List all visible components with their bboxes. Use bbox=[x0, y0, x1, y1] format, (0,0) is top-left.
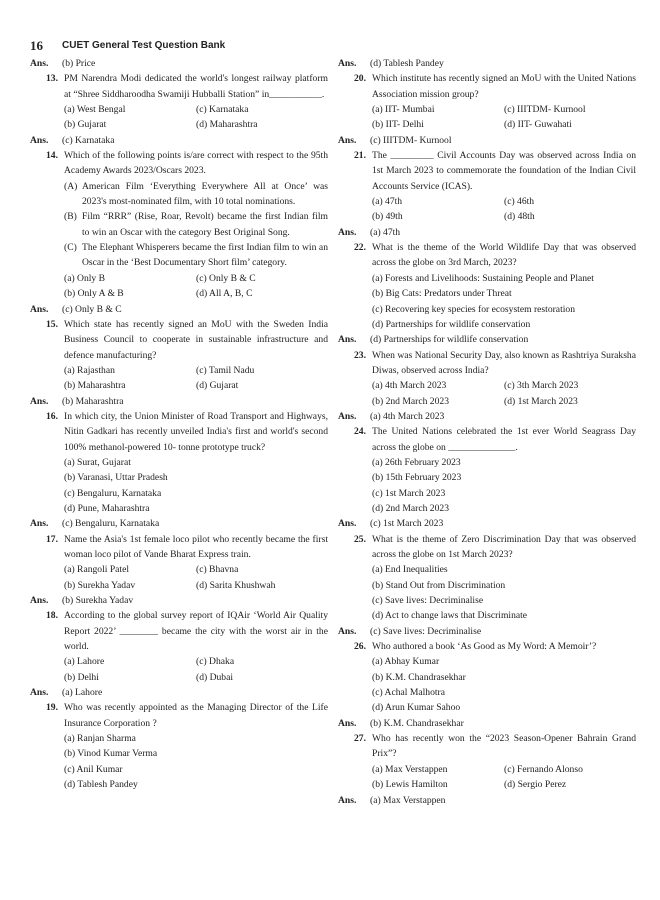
option: (c) Recovering key species for ecosystem restoration bbox=[372, 303, 575, 315]
answer-text: (d) Partnerships for wildlife conservation bbox=[370, 334, 529, 346]
option: (c) Dhaka bbox=[196, 656, 235, 668]
question bbox=[30, 148, 328, 301]
options bbox=[64, 731, 328, 792]
question-text: Who was recently appointed as the Managing Director of the Life Insurance Corporation ? bbox=[64, 702, 328, 729]
answer-text: (c) 1st March 2023 bbox=[370, 518, 444, 530]
question-text: Who has recently won the “2023 Season-Opener Bahrain Grand Prix”? bbox=[372, 733, 636, 760]
option: (c) Achal Malhotra bbox=[372, 687, 445, 699]
option: (b) IIT- Delhi bbox=[372, 119, 424, 131]
answer-line bbox=[338, 516, 636, 531]
answer-label: Ans. bbox=[30, 134, 49, 146]
statement bbox=[64, 240, 328, 271]
option: (d) Pune, Maharashtra bbox=[64, 502, 150, 514]
answer-line bbox=[30, 394, 328, 409]
answer-text: (b) K.M. Chandrasekhar bbox=[370, 717, 464, 729]
answer-label: Ans. bbox=[30, 58, 49, 69]
option: (d) Dubai bbox=[196, 671, 234, 683]
question bbox=[338, 731, 636, 792]
option: (a) 47th bbox=[372, 196, 403, 208]
answer-line bbox=[30, 133, 328, 148]
answer-line bbox=[338, 56, 636, 71]
answer-label: Ans. bbox=[338, 625, 357, 637]
option: (d) 48th bbox=[504, 211, 535, 223]
option: (d) 1st March 2023 bbox=[504, 395, 578, 407]
answer-text: (c) Only B & C bbox=[62, 303, 122, 315]
question-number: 25. bbox=[354, 533, 366, 545]
question-text: What is the theme of the World Wildlife Day that was observed across the globe on 3rd March, 2023? bbox=[372, 242, 636, 269]
option: (d) Partnerships for wildlife conservation bbox=[372, 318, 531, 330]
answer-line bbox=[338, 332, 636, 347]
answer-text: (b) Price bbox=[62, 58, 96, 69]
option: (b) K.M. Chandrasekhar bbox=[372, 671, 466, 683]
options bbox=[64, 271, 328, 302]
option: (c) Only B & C bbox=[196, 272, 256, 284]
option: (d) Arun Kumar Sahoo bbox=[372, 702, 461, 714]
question bbox=[30, 317, 328, 394]
answer-label: Ans. bbox=[338, 334, 357, 346]
option: (d) Sarita Khushwah bbox=[196, 579, 276, 591]
option: (a) IIT- Mumbai bbox=[372, 104, 435, 116]
page-header bbox=[30, 38, 630, 58]
option: (d) All A, B, C bbox=[196, 288, 253, 300]
question-number: 14. bbox=[46, 150, 58, 162]
option: (a) Surat, Gujarat bbox=[64, 456, 131, 468]
statement-text: The Elephant Whisperers became the first Indian film to win an Oscar in the ‘Best Documentary Short film’ category. bbox=[82, 242, 328, 269]
option: (b) Gujarat bbox=[64, 119, 107, 131]
options bbox=[372, 194, 636, 225]
option: (c) Anil Kumar bbox=[64, 763, 123, 775]
answer-label: Ans. bbox=[338, 717, 357, 729]
option: (a) Only B bbox=[64, 272, 106, 284]
answer-line bbox=[30, 685, 328, 700]
left-column bbox=[30, 56, 328, 793]
statement-label: (B) bbox=[64, 211, 77, 223]
question-text: Who authored a book ‘As Good as My Word: A Memoir’? bbox=[372, 641, 597, 653]
option: (d) Act to change laws that Discriminate bbox=[372, 610, 528, 622]
option: (b) Delhi bbox=[64, 671, 99, 683]
statement bbox=[64, 209, 328, 240]
statement bbox=[64, 179, 328, 210]
answer-label: Ans. bbox=[338, 410, 357, 422]
question-text: The _________ Civil Accounts Day was observed across India on 1st March 2023 to commemorate the foundation of the Indian Civil Accounts Service (ICAS). bbox=[372, 150, 636, 192]
question-number: 20. bbox=[354, 73, 366, 85]
answer-line bbox=[338, 409, 636, 424]
answer-line bbox=[338, 793, 636, 808]
option: (d) Tablesh Pandey bbox=[64, 779, 138, 791]
answer-line bbox=[30, 593, 328, 608]
answer-text: (c) IIITDM- Kurnool bbox=[370, 134, 452, 146]
answer-text: (c) Bengaluru, Karnataka bbox=[62, 518, 160, 530]
answer-line bbox=[30, 516, 328, 531]
answer-label: Ans. bbox=[30, 595, 49, 607]
statement-text: Film “RRR” (Rise, Roar, Revolt) became the first Indian film to win an Oscar with the category Best Original Song. bbox=[82, 211, 328, 238]
question-number: 24. bbox=[354, 426, 366, 438]
option: (a) Abhay Kumar bbox=[372, 656, 440, 668]
option: (b) 49th bbox=[372, 211, 403, 223]
option: (b) 15th February 2023 bbox=[372, 472, 462, 484]
question bbox=[338, 639, 636, 716]
question bbox=[338, 532, 636, 624]
answer-label: Ans. bbox=[338, 794, 357, 806]
answer-label: Ans. bbox=[338, 58, 357, 69]
options bbox=[64, 102, 328, 133]
question-number: 18. bbox=[46, 610, 58, 622]
question bbox=[338, 348, 636, 409]
answer-text: (d) Tablesh Pandey bbox=[370, 58, 444, 69]
options bbox=[372, 654, 636, 715]
answer-text: (c) Karnataka bbox=[62, 134, 115, 146]
options bbox=[372, 378, 636, 409]
question-number: 13. bbox=[46, 73, 58, 85]
answer-line bbox=[338, 624, 636, 639]
option: (a) Max Verstappen bbox=[372, 763, 448, 775]
question-number: 21. bbox=[354, 150, 366, 162]
option: (c) Bhavna bbox=[196, 564, 239, 576]
question bbox=[30, 608, 328, 685]
answer-text: (b) Surekha Yadav bbox=[62, 595, 134, 607]
answer-label: Ans. bbox=[338, 518, 357, 530]
answer-text: (a) Lahore bbox=[62, 687, 103, 699]
question-text: Which of the following points is/are correct with respect to the 95th Academy Awards 2023/Oscars 2023. bbox=[64, 150, 328, 177]
option: (c) 46th bbox=[504, 196, 535, 208]
options bbox=[372, 102, 636, 133]
question-number: 15. bbox=[46, 318, 58, 330]
question-text: Which state has recently signed an MoU with the Sweden India Business Council to cooperate in sustainable infrastructure and defence manufacturing? bbox=[64, 318, 328, 361]
option: (b) 2nd March 2023 bbox=[372, 395, 449, 407]
question bbox=[30, 532, 328, 593]
question-number: 22. bbox=[354, 242, 366, 254]
option: (a) Rajasthan bbox=[64, 364, 115, 376]
option: (c) Tamil Nadu bbox=[196, 364, 255, 376]
options bbox=[372, 762, 636, 793]
answer-label: Ans. bbox=[30, 395, 49, 407]
option: (b) Surekha Yadav bbox=[64, 579, 136, 591]
option: (d) IIT- Guwahati bbox=[504, 119, 572, 131]
option: (c) Bengaluru, Karnataka bbox=[64, 487, 162, 499]
question-text: The United Nations celebrated the 1st ever World Seagrass Day across the globe on ______________. bbox=[372, 426, 636, 453]
question bbox=[30, 700, 328, 792]
question-number: 17. bbox=[46, 533, 58, 545]
option: (b) Big Cats: Predators under Threat bbox=[372, 288, 512, 300]
question-text: In which city, the Union Minister of Road Transport and Highways, Nitin Gadkari has recently unveiled India's first and world's second 100% methanol-powered 10- tonne prototype truck? bbox=[64, 410, 328, 453]
question-number: 23. bbox=[354, 349, 366, 361]
options bbox=[372, 562, 636, 623]
option: (b) Only A & B bbox=[64, 288, 124, 300]
question-text: PM Narendra Modi dedicated the world's longest railway platform at “Shree Siddharoodha Swamiji Hubballi Station” in___________. bbox=[64, 73, 328, 100]
question-text: Which institute has recently signed an MoU with the United Nations Association mission group? bbox=[372, 73, 636, 100]
question-number: 19. bbox=[46, 702, 58, 714]
statement-label: (A) bbox=[64, 180, 78, 192]
question bbox=[338, 148, 636, 225]
answer-label: Ans. bbox=[30, 687, 49, 699]
option: (c) Fernando Alonso bbox=[504, 763, 583, 775]
option: (b) Vinod Kumar Verma bbox=[64, 748, 158, 760]
answer-line bbox=[30, 56, 328, 71]
option: (a) Forests and Livelihoods: Sustaining People and Planet bbox=[372, 272, 594, 284]
option: (c) 3th March 2023 bbox=[504, 380, 579, 392]
statement-label: (C) bbox=[64, 242, 77, 254]
answer-line bbox=[338, 716, 636, 731]
options bbox=[372, 271, 636, 332]
option: (a) 4th March 2023 bbox=[372, 380, 447, 392]
option: (c) Save lives: Decriminalise bbox=[372, 595, 484, 607]
option: (b) Maharashtra bbox=[64, 380, 126, 392]
question-text: When was National Security Day, also known as Rashtriya Suraksha Diwas, observed across India? bbox=[372, 349, 636, 376]
option: (a) West Bengal bbox=[64, 104, 126, 116]
option: (d) Maharashtra bbox=[196, 119, 258, 131]
option: (a) Lahore bbox=[64, 656, 105, 668]
option: (d) Sergio Perez bbox=[504, 779, 567, 791]
option: (d) Gujarat bbox=[196, 380, 239, 392]
answer-label: Ans. bbox=[30, 518, 49, 530]
option: (c) IIITDM- Kurnool bbox=[504, 104, 586, 116]
page-number: 16 bbox=[30, 38, 43, 53]
question bbox=[30, 71, 328, 132]
option: (d) 2nd March 2023 bbox=[372, 502, 449, 514]
options bbox=[64, 654, 328, 685]
option: (a) Ranjan Sharma bbox=[64, 733, 136, 745]
answer-text: (a) 47th bbox=[370, 226, 401, 238]
question bbox=[338, 240, 636, 332]
option: (c) Karnataka bbox=[196, 104, 249, 116]
question-number: 26. bbox=[354, 641, 366, 653]
statement-text: American Film ‘Everything Everywhere All at Once’ was 2023's most-nominated film, with 10 total nominations. bbox=[82, 180, 328, 208]
answer-line bbox=[30, 302, 328, 317]
question-text: What is the theme of Zero Discrimination Day that was observed across the globe on 1st March 2023? bbox=[372, 533, 636, 560]
answer-label: Ans. bbox=[338, 134, 357, 146]
option: (b) Varanasi, Uttar Pradesh bbox=[64, 472, 168, 484]
right-column bbox=[338, 56, 636, 808]
option: (b) Lewis Hamilton bbox=[372, 779, 448, 791]
answer-text: (b) Maharashtra bbox=[62, 395, 124, 407]
question bbox=[338, 424, 636, 516]
answer-label: Ans. bbox=[30, 303, 49, 315]
question-text: According to the global survey report of IQAir ‘World Air Quality Report 2022’ ________ became the city with the worst air in the world. bbox=[64, 610, 328, 653]
question-number: 27. bbox=[354, 733, 366, 745]
option: (c) 1st March 2023 bbox=[372, 487, 446, 499]
answer-text: (a) Max Verstappen bbox=[370, 794, 446, 806]
answer-label: Ans. bbox=[338, 226, 357, 238]
options bbox=[372, 455, 636, 516]
options bbox=[64, 455, 328, 516]
option: (b) Stand Out from Discrimination bbox=[372, 579, 506, 591]
question bbox=[338, 71, 636, 132]
option: (a) Rangoli Patel bbox=[64, 564, 130, 576]
question bbox=[30, 409, 328, 516]
answer-text: (c) Save lives: Decriminalise bbox=[370, 625, 482, 637]
options bbox=[64, 363, 328, 394]
options bbox=[64, 562, 328, 593]
answer-line bbox=[338, 133, 636, 148]
question-text: Name the Asia's 1st female loco pilot who recently became the first woman loco pilot of Vande Bharat Express train. bbox=[64, 533, 328, 560]
option: (a) 26th February 2023 bbox=[372, 456, 461, 468]
answer-line bbox=[338, 225, 636, 240]
question-number: 16. bbox=[46, 410, 58, 422]
option: (a) End Inequalities bbox=[372, 564, 448, 576]
answer-text: (a) 4th March 2023 bbox=[370, 410, 445, 422]
book-title: CUET General Test Question Bank bbox=[62, 40, 226, 51]
